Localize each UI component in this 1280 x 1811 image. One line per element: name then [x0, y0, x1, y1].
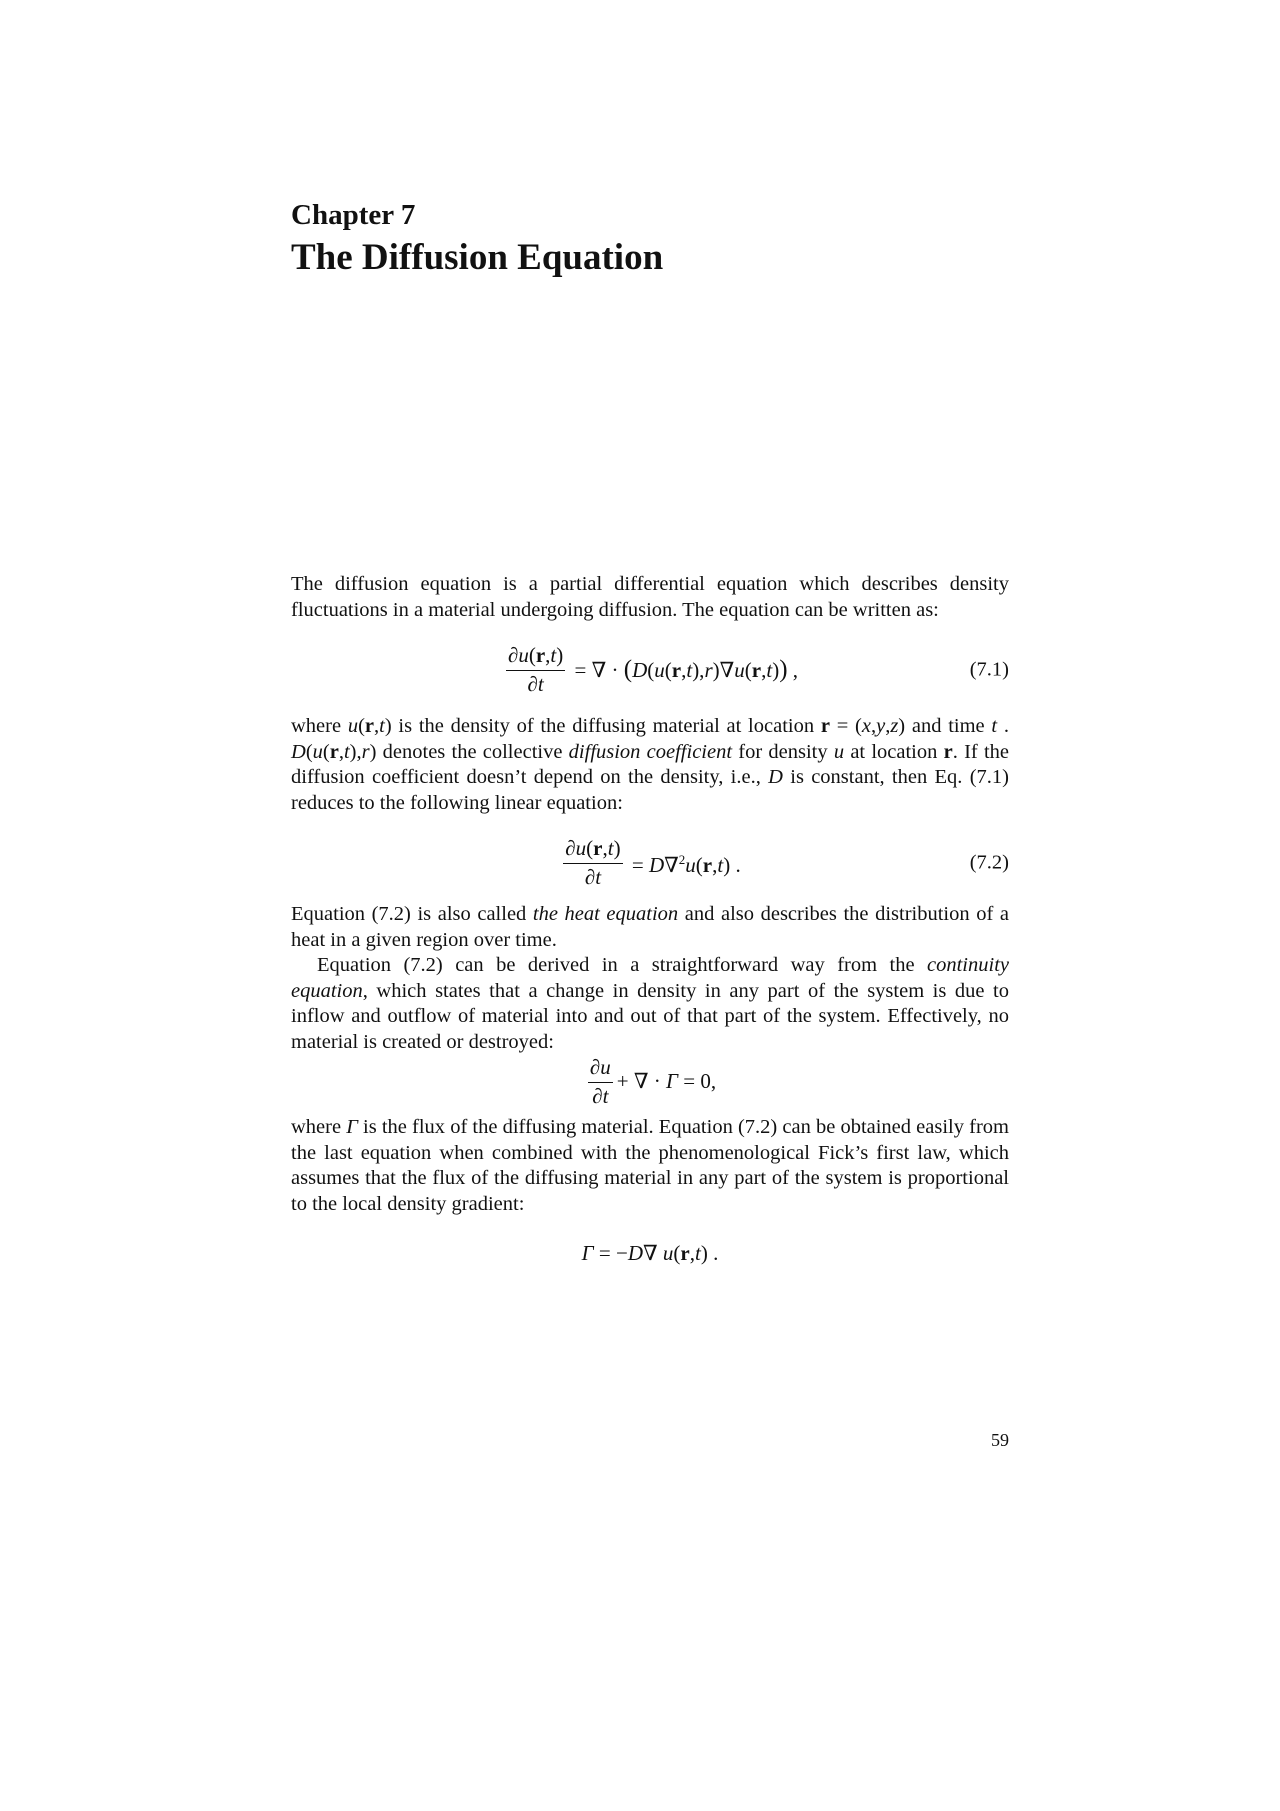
equation-7-2	[291, 833, 1009, 893]
fick-equation	[291, 1236, 1009, 1272]
body-text-block-4	[291, 1115, 1009, 1217]
equation-7-1	[291, 640, 1009, 700]
equation-number: (7.2)	[969, 851, 1009, 874]
equation-7-2-body: $\frac{\partial u(r,t)}{\partial t}$ = D∇$^2$u(r,t) .	[565, 836, 741, 889]
paragraph-heat-equation: Equation (7.2) is also called the heat equation and also describes the distribution of a heat in a given region over time.	[291, 903, 1009, 951]
page-number: 59	[991, 1430, 1009, 1450]
fraction: $\frac{\partial u(r,t)}{\partial t}$	[507, 643, 564, 696]
fraction: $\frac{\partial u}{\partial t}$	[589, 1055, 611, 1108]
equation-7-2-block	[291, 833, 1009, 893]
chapter-label: Chapter 7	[291, 199, 416, 231]
body-text-block-3	[291, 902, 1009, 1055]
paragraph-fick-law: where Γ is the flux of the diffusing material. Equation (7.2) can be obtained easily from the last equation when combined with the phenomenological Fick’s first law, which assumes that the flux of the diffusing material in any part of the system is proportional to the local density gradient:	[291, 1116, 1009, 1215]
fick-equation-block	[291, 1236, 1009, 1272]
continuity-equation-body: $\frac{\partial u}{\partial t}$ + ∇ · Γ = 0,	[589, 1055, 717, 1108]
body-text-block-2	[291, 714, 1009, 816]
paragraph-definitions: where u(r,t) is the density of the diffusing material at location r = (x,y,z) and time t . D(u(r,t),r) denotes the collective diffusion coefficient for density u at location r. If the diffusion coefficient doesn’t depend on the density, i.e., D is constant, then Eq. (7.1) reduces to the following linear equation:	[291, 715, 1010, 814]
continuity-equation	[291, 1054, 1009, 1110]
chapter-title: The Diffusion Equation	[291, 237, 664, 278]
continuity-equation-block	[291, 1054, 1009, 1110]
fick-equation-body: Γ = −D∇ u(r,t) .	[581, 1241, 719, 1266]
body-text-block-1	[291, 572, 1009, 623]
equation-number: (7.1)	[969, 658, 1009, 681]
fraction: $\frac{\partial u(r,t)}{\partial t}$	[565, 836, 621, 889]
paragraph-intro: The diffusion equation is a partial differential equation which describes density fluctuations in a material undergoing diffusion. The equation can be written as:	[291, 573, 1009, 621]
paragraph-continuity: Equation (7.2) can be derived in a straightforward way from the continuity equation, which states that a change in density in any part of the system is due to inflow and outflow of material into and out of that part of the system. Effectively, no material is created or destroyed:	[291, 954, 1009, 1053]
equation-7-1-body: $\frac{\partial u(r,t)}{\partial t}$ = ∇ · (D(u(r,t),r)∇u(r,t)) ,	[507, 643, 799, 696]
equation-7-1-block	[291, 640, 1009, 700]
